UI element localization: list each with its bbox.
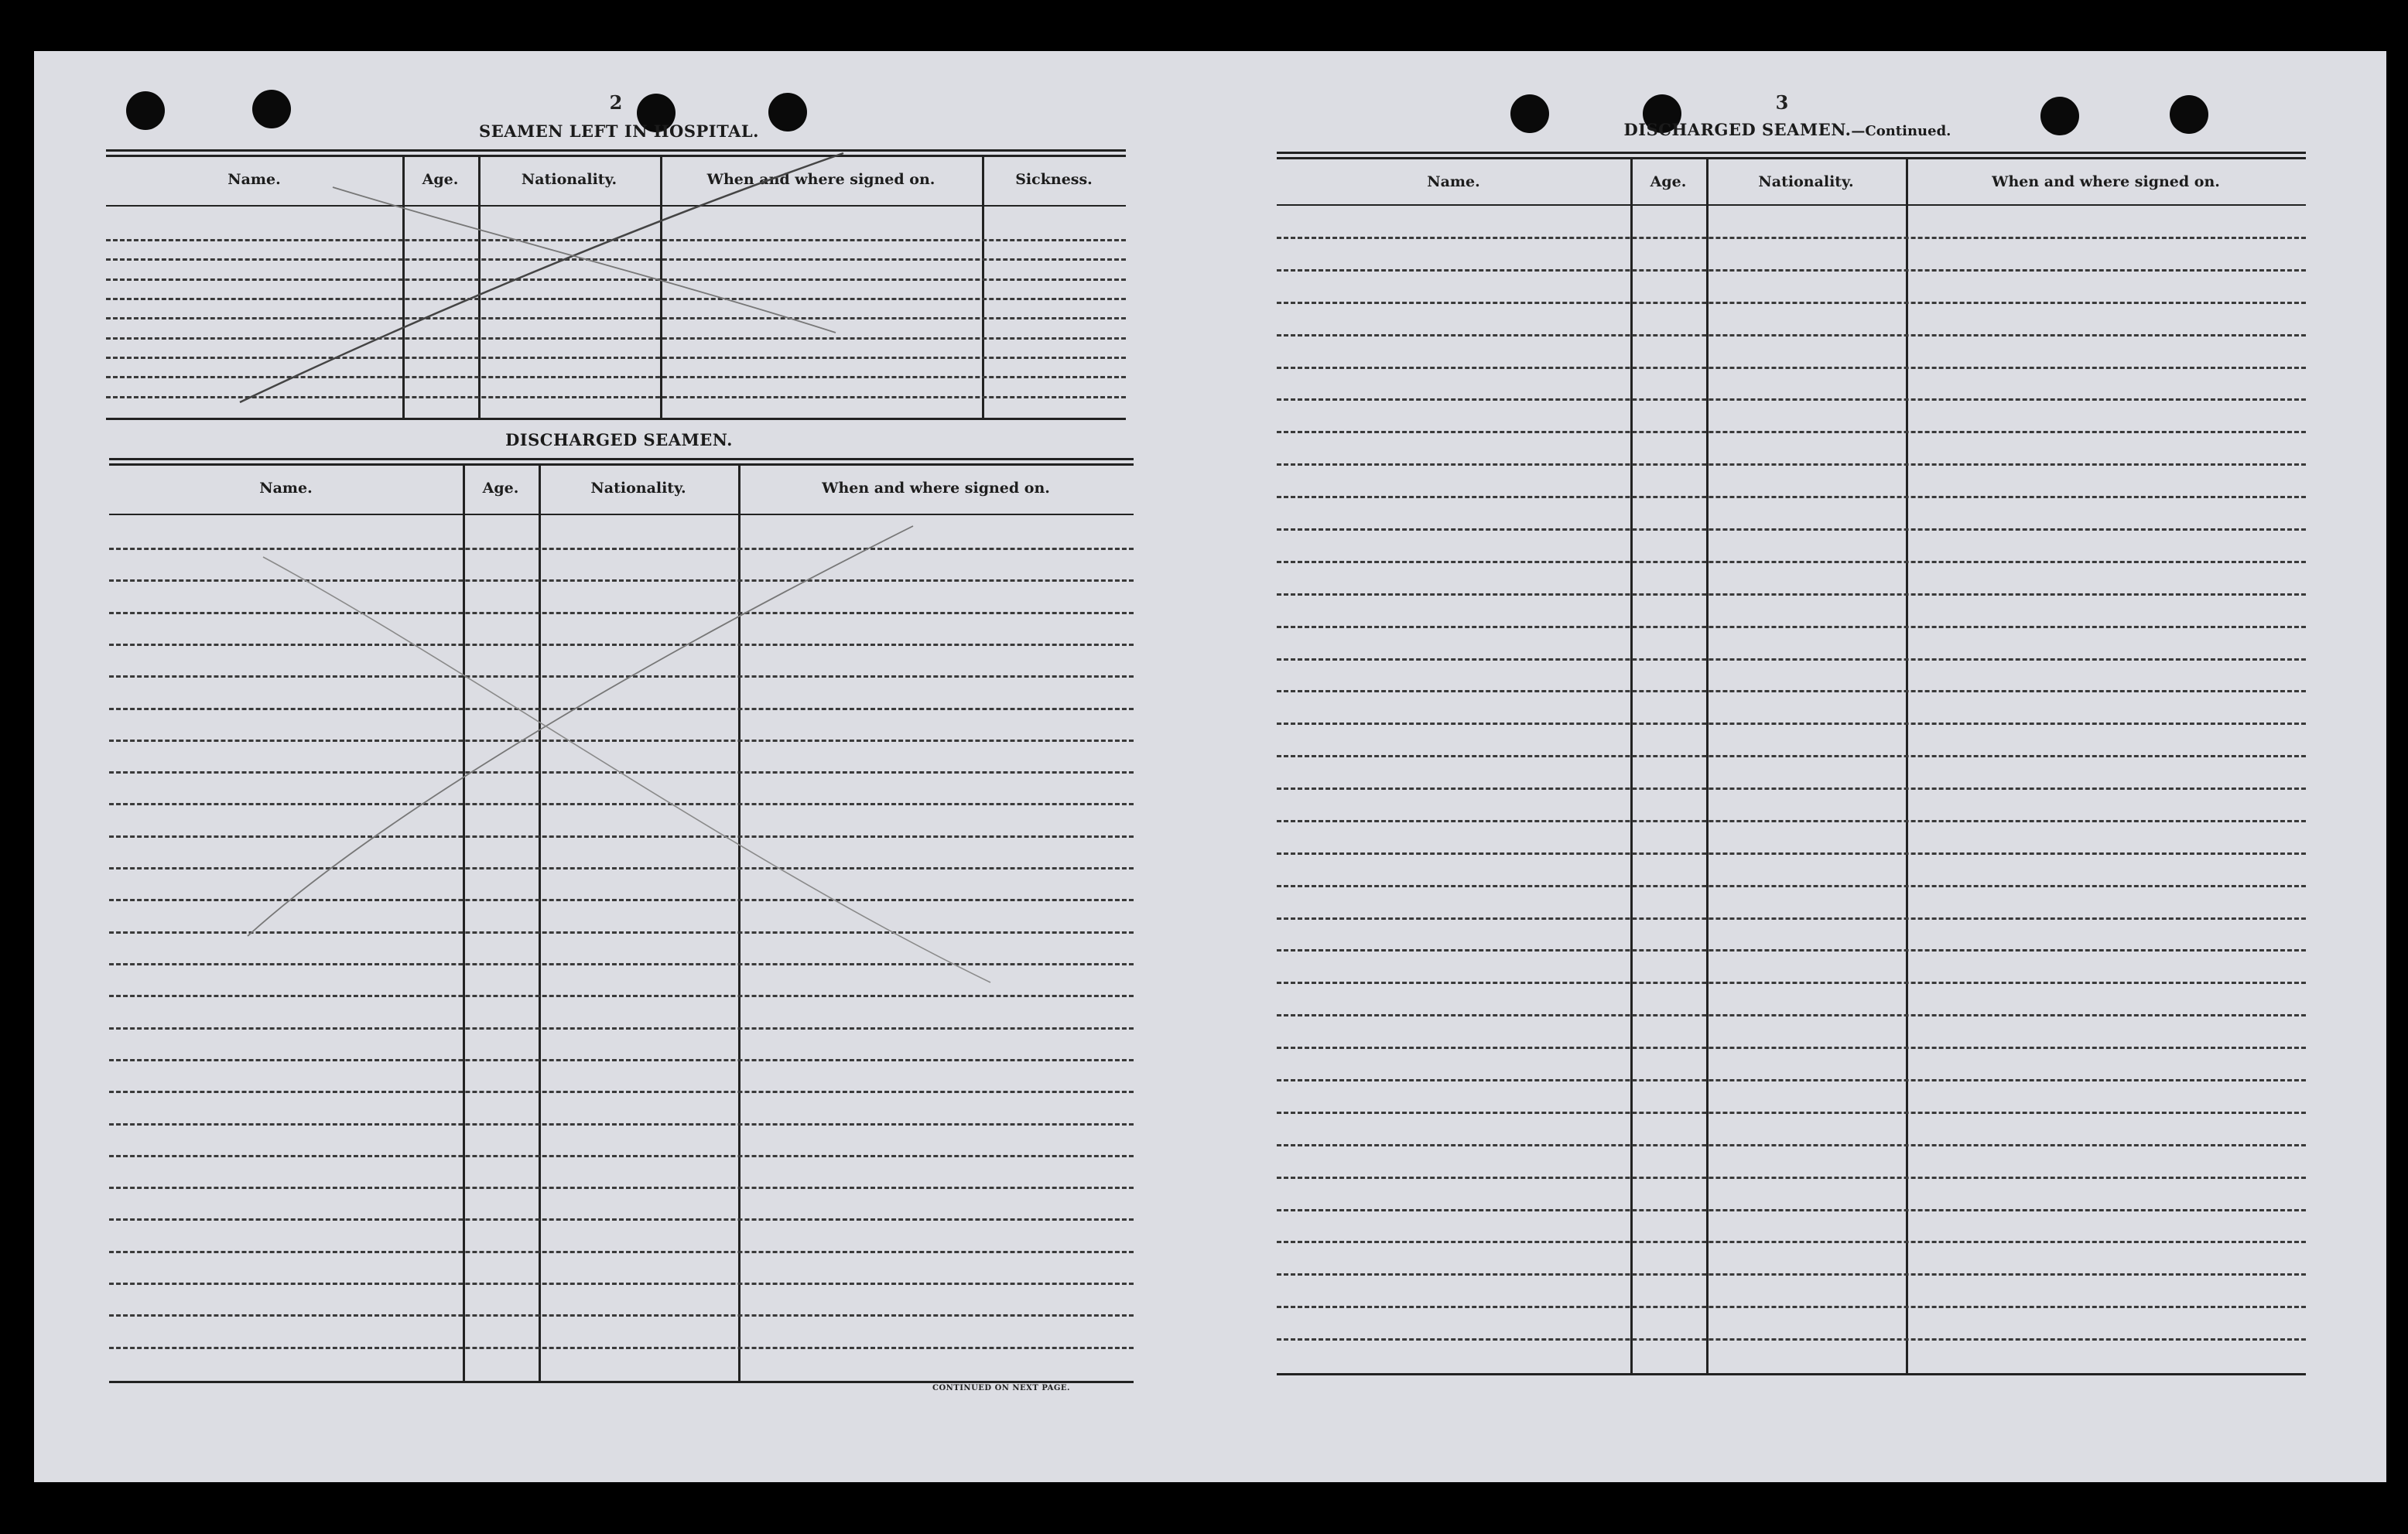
table-header-cell: Nationality. [521, 171, 617, 188]
table-header-cell: Nationality. [1758, 173, 1854, 190]
table-header-cell: Sickness. [1015, 171, 1093, 188]
table-header-cell: Name. [1427, 173, 1480, 190]
discharged-cross-stroke [263, 557, 990, 982]
continued-footer: CONTINUED ON NEXT PAGE. [932, 1384, 1071, 1392]
page-number-right: 3 [1775, 91, 1789, 114]
table-header-cell: Name. [259, 480, 313, 497]
table-header-cell: Age. [482, 480, 519, 497]
hospital-cross-stroke [240, 153, 843, 402]
table-header-cell: Nationality. [590, 480, 686, 497]
discharged-cross-stroke [248, 526, 913, 936]
hospital-table-title: SEAMEN LEFT IN HOSPITAL. [479, 121, 759, 141]
table-header-cell: When and where signed on. [706, 171, 935, 188]
table-header-cell: Age. [1650, 173, 1687, 190]
table-header-cell: Age. [422, 171, 459, 188]
table-header-cell: When and where signed on. [822, 480, 1050, 497]
page-number-left: 2 [609, 91, 623, 114]
table-header-cell: When and where signed on. [1992, 173, 2220, 190]
hospital-cross-stroke [333, 187, 836, 333]
discharged-table-title: DISCHARGED SEAMEN. [505, 430, 733, 449]
table-header-cell: Name. [227, 171, 281, 188]
continued-table-title-suffix: —Continued. [1851, 123, 1951, 139]
continued-table-title-main: DISCHARGED SEAMEN. [1623, 120, 1852, 139]
